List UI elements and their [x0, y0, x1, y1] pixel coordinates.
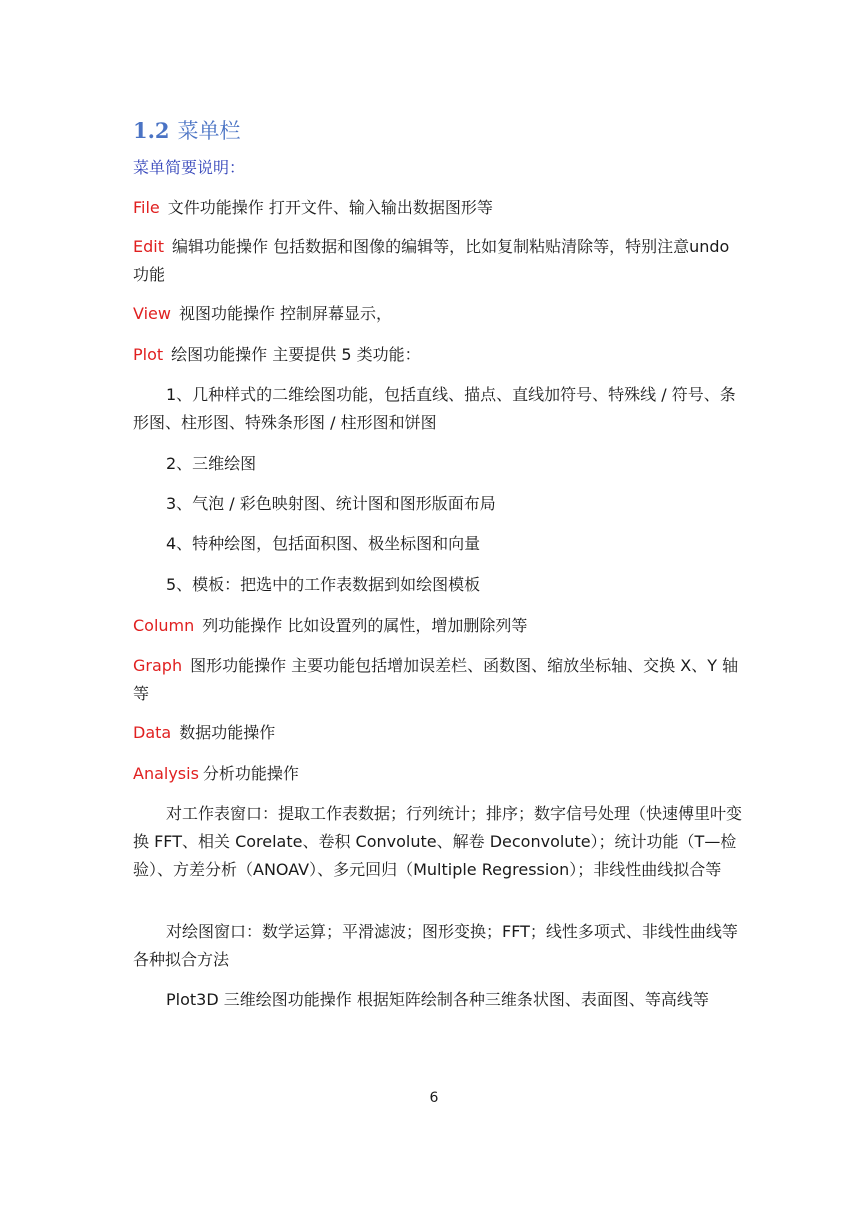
menu-keyword: Column	[133, 616, 195, 635]
menu-item-graph	[133, 652, 743, 708]
menu-item-file	[133, 194, 743, 222]
menu-description: 列功能操作 比如设置列的属性，增加删除列等	[202, 616, 528, 635]
menu-item-data	[133, 719, 743, 747]
menu-item-analysis	[133, 760, 743, 788]
menu-description: 图形功能操作 主要功能包括增加误差栏、函数图、缩放坐标轴、交换 X、Y 轴等	[133, 656, 739, 703]
plot-item-4: 4、特种绘图，包括面积图、极坐标图和向量	[166, 534, 481, 553]
plot-item-2: 2、三维绘图	[166, 454, 257, 473]
analysis-worksheet-paragraph: 对工作表窗口：提取工作表数据；行列统计；排序；数字信号处理（快速傅里叶变换 FFT、相关 Corelate、卷积 Convolute、解卷 Deconvolute）；统计功能（T—检验）、方差分析（ANOAV）、多元回归（Multiple Regression）；非线性曲线拟合等	[133, 804, 743, 879]
section-title: 菜单栏	[177, 119, 241, 143]
menu-keyword: File	[133, 198, 160, 217]
plot-item-3: 3、气泡 / 彩色映射图、统计图和图形版面布局	[166, 494, 496, 513]
menu-description: 绘图功能操作 主要提供 5 类功能：	[171, 345, 421, 364]
section-heading	[133, 115, 241, 145]
analysis-graph-paragraph: 对绘图窗口：数学运算；平滑滤波；图形变换；FFT；线性多项式、非线性曲线等各种拟合方法	[133, 922, 738, 969]
menu-description: 编辑功能操作 包括数据和图像的编辑等，比如复制粘贴清除等，特别注意undo 功能	[133, 237, 730, 284]
menu-description: 分析功能操作	[202, 764, 299, 783]
menu-description: 数据功能操作	[179, 723, 276, 742]
menu-description: 视图功能操作 控制屏幕显示，	[178, 304, 393, 323]
menu-description: 文件功能操作 打开文件、输入输出数据图形等	[167, 198, 493, 217]
menu-item-column	[133, 612, 743, 640]
plot-item-5: 5、模板：把选中的工作表数据到如绘图模板	[166, 575, 481, 594]
menu-keyword: Edit	[133, 237, 164, 256]
menu-keyword: Data	[133, 723, 172, 742]
subheading: 菜单简要说明：	[133, 158, 246, 177]
menu-item-edit	[133, 233, 743, 289]
plot-item-1: 1、几种样式的二维绘图功能，包括直线、描点、直线加符号、特殊线 / 符号、条形图、柱形图、特殊条形图 / 柱形图和饼图	[133, 385, 736, 432]
menu-item-plot	[133, 341, 743, 369]
menu-keyword: Plot	[133, 345, 164, 364]
menu-item-view	[133, 300, 743, 328]
menu-keyword: Analysis	[133, 764, 199, 783]
section-number: 1.2	[133, 118, 170, 143]
menu-keyword: View	[133, 304, 171, 323]
page-number: 6	[429, 1090, 439, 1106]
menu-keyword: Graph	[133, 656, 183, 675]
plot3d-paragraph: Plot3D 三维绘图功能操作 根据矩阵绘制各种三维条状图、表面图、等高线等	[166, 990, 709, 1009]
